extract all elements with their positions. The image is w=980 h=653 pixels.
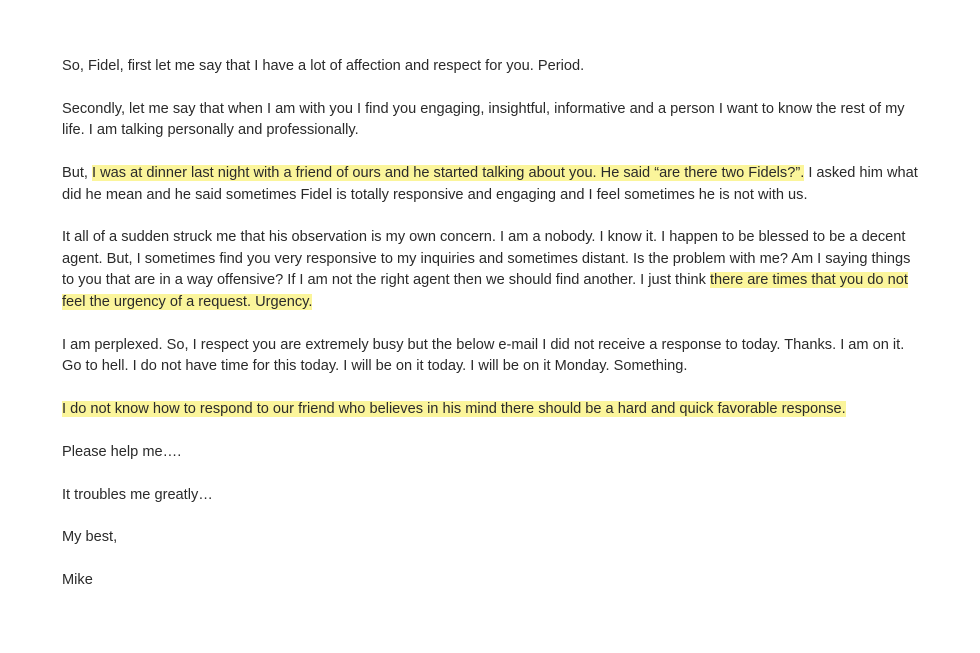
paragraph-dinner [62, 163, 924, 206]
paragraph-friend-response [62, 399, 924, 421]
paragraph-perplexed: I am perplexed. So, I respect you are extremely busy but the below e-mail I did not receive a response to today. Thanks. I am on it. Go to hell. I do not have time for this today. I will be on it today. I will be on it Monday. Something. [62, 336, 905, 375]
paragraph-secondly: Secondly, let me say that when I am with you I find you engaging, insightful, informative and a person I want to know the rest of my life. I am talking personally and professionally. [62, 100, 905, 139]
paragraph-dinner-rest: I asked him what did he mean and he said sometimes Fidel is totally responsive and engaging and I feel sometimes he is not with us. [62, 165, 918, 203]
paragraph-greeting: So, Fidel, first let me say that I have a lot of affection and respect for you. Period. [62, 58, 585, 74]
highlighted-friend-sentence: I do not know how to respond to our friend who believes in his mind there should be a hard and quick favorable response. [62, 400, 846, 417]
highlighted-urgency-sentence: there are times that you do not feel the urgency of a request. Urgency. [62, 272, 908, 310]
closing-line: My best, [62, 529, 118, 546]
signature: Mike [62, 572, 93, 589]
letter-body [62, 56, 924, 613]
paragraph-troubles: It troubles me greatly… [62, 486, 213, 503]
paragraph-dinner-lead: But, [62, 165, 93, 182]
highlighted-dinner-sentence: I was at dinner last night with a friend of ours and he started talking about you. He said “are there two Fidels?”. [92, 165, 805, 182]
paragraph-help: Please help me…. [62, 443, 182, 460]
paragraph-concern [62, 227, 924, 313]
paragraph-concern-text: It all of a sudden struck me that his observation is my own concern. I am a nobody. I know it. I happen to be blessed to be a decent agent. But, I sometimes find you very responsive to my inquiries and sometimes distant. Is the problem with me? Am I saying things to you that are in a way offensive? If I am not the right agent then we should find another. I just think [62, 229, 911, 289]
